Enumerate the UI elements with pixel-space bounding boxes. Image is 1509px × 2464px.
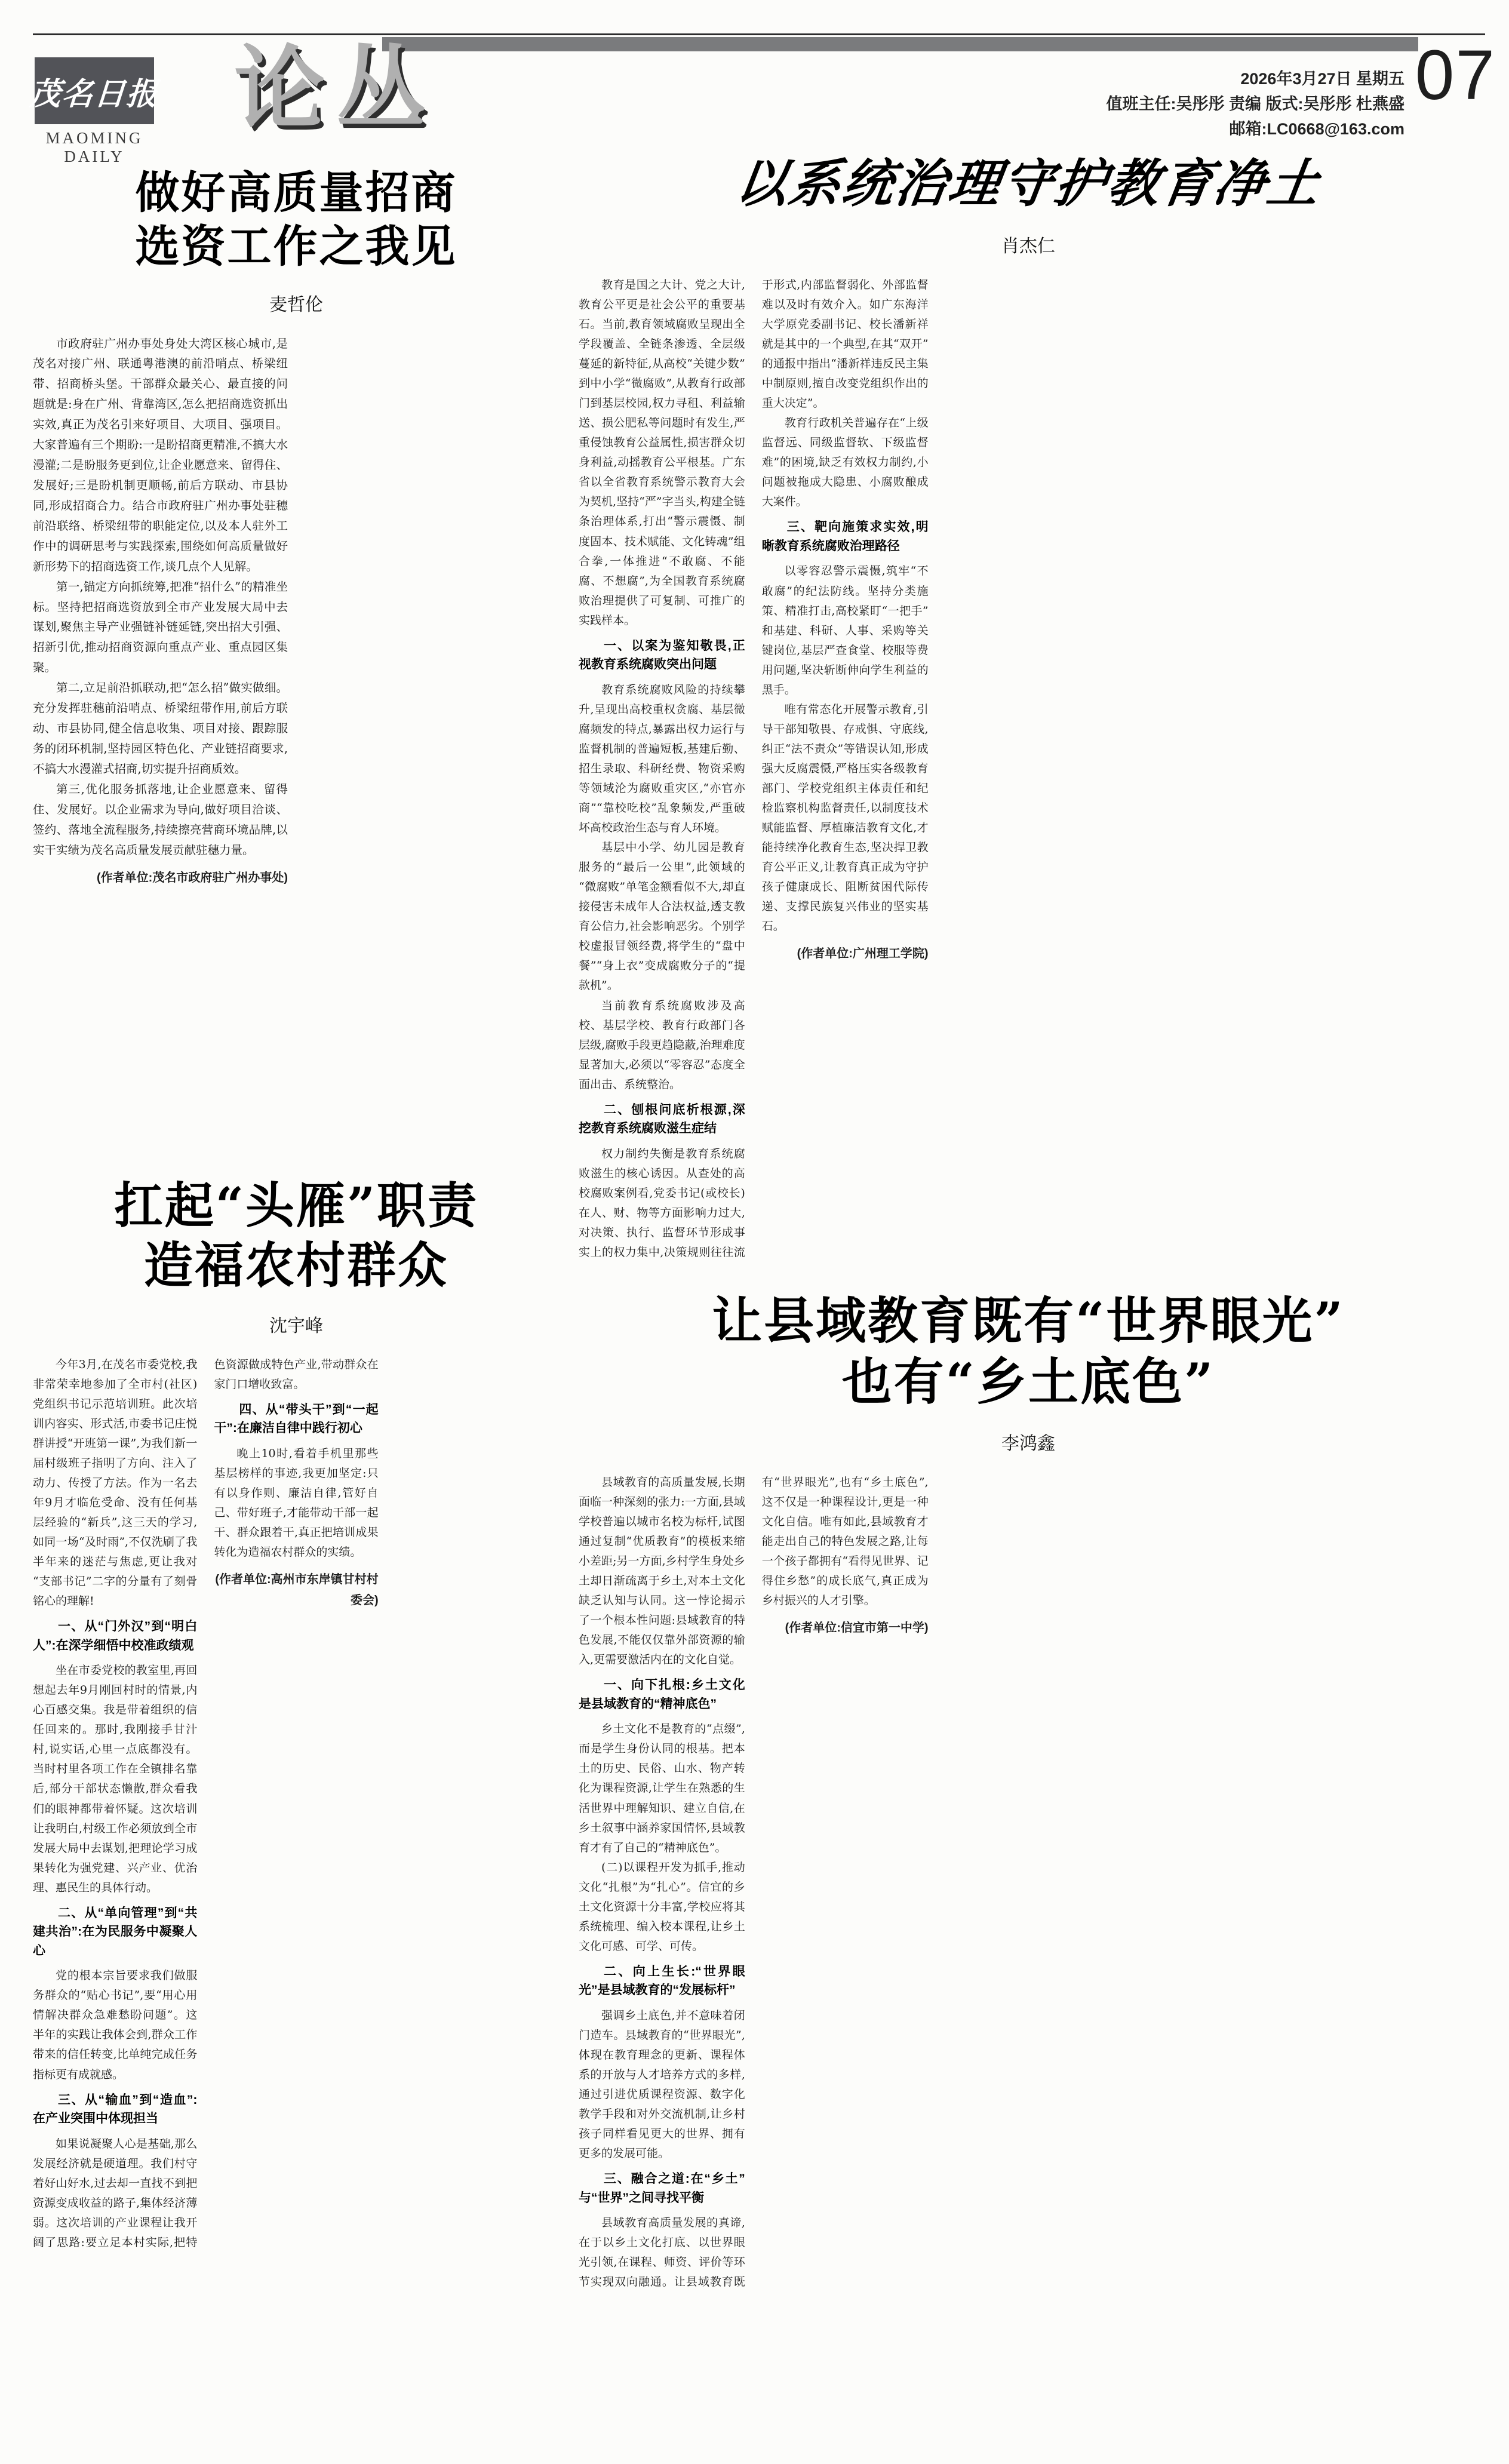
article-subhead: 二、从“单向管理”到“共建共治”:在为民服务中凝聚人心: [33, 1906, 198, 1958]
page-number: 07: [1415, 36, 1496, 115]
article-subhead: 三、从“输血”到“造血”:在产业突围中体现担当: [33, 2093, 198, 2126]
article-paragraph: 县域教育高质量发展的真谛,在于以乡土文化打底、以世界眼光引领,在课程、师资、评价等环节实现双向融通。让县域教育既有“世界眼光”,也有“乡土底色”,这不仅是一种课程设计,更是一种文化自信。唯有如此,县域教育才能走出自己的特色发展之路,让每一个孩子都拥有“看得见世界、记得住乡愁”的成长底气,真正成为乡村振兴的人才引擎。: [579, 1475, 929, 2289]
author-unit-note: (作者单位:高州市东岸镇甘村村委会): [215, 1572, 379, 1607]
author-unit-note: (作者单位:茂名市政府驻广州办事处): [97, 871, 288, 884]
article-subhead: 四、从“带头干”到“一起干”:在廉洁自律中践行初心: [214, 1402, 379, 1436]
article-paragraph: 教育是国之大计、党之大计,教育公平更是社会公平的重要基石。当前,教育领域腐败呈现出全学段覆盖、全链条渗透、全层级蔓延的新特征,从高校“关键少数”到中小学“微腐败”,从教育行政部门到基层校园,权力寻租、利益输送、损公肥私等问题时有发生,严重侵蚀教育公益属性,损害群众切身利益,动摇教育公平根基。广东省以全省教育系统警示教育大会为契机,坚持“严”字当头,构建全链条治理体系,打出“警示震慑、制度固本、技术赋能、文化铸魂”组合拳,一体推进“不敢腐、不能腐、不想腐”,为全国教育系统腐败治理提供了可复制、可推广的实践样本。: [579, 278, 745, 627]
article-paragraph: 坐在市委党校的教室里,再回想起去年9月刚回村时的情景,内心百感交集。我是带着组织的信任回来的。那时,我刚接手甘汁村,说实话,心里一点底都没有。当时村里各项工作在全镇排名靠后,部分干部状态懒散,群众看我们的眼神都带着怀疑。这次培训让我明白,村级工作必须放到全市发展大局中去谋划,把理论学习成果转化为强党建、兴产业、优治理、惠民生的具体行动。: [33, 1664, 198, 1894]
article-subhead: 一、从“门外汉”到“明白人”:在深学细悟中校准政绩观: [33, 1620, 198, 1652]
article-education-governance-author: 肖杰仁: [1001, 235, 1055, 257]
article-subhead: 二、刨根问底析根源,深挖教育系统腐败滋生症结: [579, 1102, 745, 1136]
article-paragraph: 强调乡土底色,并不意味着闭门造车。县域教育的“世界眼光”,体现在教育理念的更新、课程体系的开放与人才培养方式的多样,通过引进优质课程资源、数字化教学手段和对外交流机制,让乡村孩子同样看见更大的世界、拥有更多的发展可能。: [579, 2008, 745, 2161]
edition-email: 邮箱:LC0668@163.com: [1229, 119, 1404, 138]
article-subhead: 三、靶向施策求实效,明晰教育系统腐败治理路径: [761, 520, 929, 553]
article-village-author: 沈宇峰: [269, 1315, 323, 1337]
article-paragraph: 第一,锚定方向抓统筹,把准“招什么”的精准坐标。坚持把招商选资放到全市产业发展大局中去谋划,聚焦主导产业强链补链延链,突出招大引强、招新引优,推动招商资源向重点产业、重点园区集聚。: [33, 579, 288, 675]
article-investment: [33, 166, 560, 1122]
article-paragraph: 乡土文化不是教育的“点缀”,而是学生身份认同的根基。把本土的历史、民俗、山水、物产转化为课程资源,让学生在熟悉的生活世界中理解知识、建立自信,在乡土叙事中涵养家国情怀,县域教育才有了自己的“精神底色”。: [579, 1722, 745, 1854]
article-county-education: [579, 1291, 1478, 2309]
section-title: 论丛: [234, 35, 437, 142]
article-paragraph: 如果说凝聚人心是基础,那么发展经济就是硬道理。我们村守着好山好水,过去却一直找不到把资源变成收益的路子,集体经济薄弱。这次培训的产业课程让我开阔了思路:要立足本村实际,把特色资源做成特色产业,带动群众在家门口增收致富。: [33, 1357, 379, 2249]
masthead-logo-cn: 茂名日报: [28, 75, 160, 112]
article-subhead: 二、向上生长:“世界眼光”是县域教育的“发展标杆”: [579, 1964, 745, 1998]
article-paragraph: 市政府驻广州办事处身处大湾区核心城市,是茂名对接广州、联通粤港澳的前沿哨点、桥梁纽带、招商桥头堡。干部群众最关心、最直接的问题就是:身在广州、背靠湾区,怎么把招商选资抓出实效,真正为茂名引来好项目、大项目、强项目。大家普遍有三个期盼:一是盼招商更精准,不搞大水漫灌;二是盼服务更到位,让企业愿意来、留得住、发展好;三是盼机制更顺畅,前后方联动、市县协同,形成招商合力。结合市政府驻广州办事处驻穗前沿联络、桥梁纽带的职能定位,以及本人驻外工作中的调研思考与实践探索,围绕如何高质量做好新形势下的招商选资工作,谈几点个人见解。: [33, 336, 288, 573]
article-paragraph: 当前教育系统腐败涉及高校、基层学校、教育行政部门各层级,腐败手段更趋隐蔽,治理难度显著加大,必须以“零容忍”态度全面出击、系统整治。: [579, 998, 745, 1091]
article-paragraph: 唯有常态化开展警示教育,引导干部知敬畏、存戒惧、守底线,纠正“法不责众”等错误认知,形成强大反腐震慑,严格压实各级教育部门、学校党组织主体责任和纪检监察机构监督责任,以制度技术赋能监督、厚植廉洁教育文化,才能持续净化教育生态,坚决捍卫教育公平正义,让教育真正成为守护孩子健康成长、阻断贫困代际传递、支撑民族复兴伟业的坚实基石。: [761, 702, 929, 933]
masthead-logo-en: MAOMING DAILY: [45, 129, 143, 165]
article-paragraph: 第二,立足前沿抓联动,把“怎么招”做实做细。充分发挥驻穗前沿哨点、桥梁纽带作用,前后方联动、市县协同,健全信息收集、项目对接、跟踪服务的闭环机制,坚持园区特色化、产业链招商要求,不搞大水漫灌式招商,切实提升招商质效。: [33, 681, 288, 776]
article-investment-title: 做好高质量招商 选资工作之我见: [135, 167, 457, 273]
right-column: [579, 149, 1478, 2309]
article-village-body: [33, 1355, 560, 2278]
article-village: [33, 1176, 560, 2278]
article-education-governance: [579, 153, 1478, 1267]
article-subhead: 一、向下扎根:乡土文化是县域教育的“精神底色”: [579, 1678, 745, 1711]
article-county-education-author: 李鸿鑫: [1001, 1433, 1055, 1454]
author-unit-note: (作者单位:广州理工学院): [797, 947, 929, 961]
article-paragraph: 党的根本宗旨要求我们做服务群众的“贴心书记”,要“用心用情解决群众急难愁盼问题”。这半年的实践让我体会到,群众工作带来的信任转变,比单纯完成任务指标更有成就感。: [33, 1969, 198, 2081]
masthead-logo-box: [28, 57, 160, 124]
article-paragraph: 基层中小学、幼儿园是教育服务的“最后一公里”,此领域的“微腐败”单笔金额看似不大,却直接侵害未成年人合法权益,透支教育公信力,社会影响恶劣。个别学校虚报冒领经费,将学生的“盘中餐”“身上衣”变成腐败分子的“提款机”。: [579, 841, 745, 993]
article-investment-body: [33, 334, 560, 1122]
header-gray-bar: [382, 37, 1418, 51]
article-education-governance-body: [579, 275, 1478, 1267]
article-county-education-body: [579, 1473, 1478, 2309]
article-paragraph: 晚上10时,看着手机里那些基层榜样的事迹,我更加坚定:只有以身作则、廉洁自律,管好自己、带好班子,才能带动干部一起干、群众跟着干,真正把培训成果转化为造福农村群众的实绩。: [214, 1446, 379, 1559]
article-subhead: 一、以案为鉴知敬畏,正视教育系统腐败突出问题: [579, 638, 745, 672]
article-paragraph: 第三,优化服务抓落地,让企业愿意来、留得住、发展好。以企业需求为导向,做好项目洽谈、签约、落地全流程服务,持续擦亮营商环境品牌,以实干实绩为茂名高质量发展贡献驻穗力量。: [33, 782, 288, 857]
article-paragraph: 今年3月,在茂名市委党校,我非常荣幸地参加了全市村(社区)党组织书记示范培训班。此次培训内容实、形式活,市委书记庄悦群讲授“开班第一课”,为我们新一届村级班子指明了方向、注入了动力、传授了方法。作为一名去年9月才临危受命、没有任何基层经验的“新兵”,这三天的学习,如同一场“及时雨”,不仅洗刷了我半年来的迷茫与焦虑,更让我对“支部书记”二字的分量有了刻骨铭心的理解!: [33, 1357, 198, 1608]
article-paragraph: 以零容忍警示震慑,筑牢“不敢腐”的纪法防线。坚持分类施策、精准打击,高校紧盯“一把手”和基建、科研、人事、采购等关键岗位,基层严查食堂、校服等费用问题,坚决斩断伸向学生利益的黑手。: [761, 564, 929, 696]
article-county-education-title: 让县域教育既有“世界眼光” 也有“乡土底色”: [712, 1291, 1345, 1412]
article-subhead: 三、融合之道:在“乡土”与“世界”之间寻找平衡: [579, 2172, 745, 2205]
article-investment-author: 麦哲伦: [269, 294, 323, 315]
article-paragraph: 县域教育的高质量发展,长期面临一种深刻的张力:一方面,县域学校普遍以城市名校为标杆,试图通过复制“优质教育”的模板来缩小差距;另一方面,乡村学生身处乡土却日渐疏离于乡土,对本土文化缺乏认知与认同。这一悖论揭示了一个根本性问题:县域教育的特色发展,不能仅仅靠外部资源的输入,更需要激活内在的文化自觉。: [579, 1475, 745, 1667]
article-paragraph: 教育系统腐败风险的持续攀升,呈现出高校重权贪腐、基层微腐频发的特点,暴露出权力运行与监督机制的普遍短板,基建后勤、招生录取、科研经费、物资采购等领域沦为腐败重灾区,“亦官亦商”“靠校吃校”乱象频发,严重破坏高校政治生态与育人环境。: [579, 683, 745, 835]
article-village-title: 扛起“头雁”职责 造福农村群众: [113, 1176, 479, 1294]
article-paragraph: (二)以课程开发为抓手,推动文化“扎根”为“扎心”。信宜的乡土文化资源十分丰富,学校应将其系统梳理、编入校本课程,让乡土文化可感、可学、可传。: [579, 1860, 745, 1953]
article-education-governance-title: 以系统治理守护教育净土: [732, 153, 1325, 214]
content-area: [33, 149, 1478, 2309]
article-paragraph: 权力制约失衡是教育系统腐败滋生的核心诱因。从查处的高校腐败案例看,党委书记(或校长)在人、财、物等方面影响力过大,对决策、执行、监督环节形成事实上的权力集中,决策规则往往流于形式,内部监督弱化、外部监督难以及时有效介入。如广东海洋大学原党委副书记、校长潘新祥就是其中的一个典型,在其“双开”的通报中指出“潘新祥违反民主集中制原则,擅自改变党组织作出的重大决定”。: [579, 278, 929, 1259]
author-unit-note: (作者单位:信宜市第一中学): [785, 1621, 929, 1635]
edition-info: [1107, 67, 1405, 142]
edition-staff: 值班主任:吴彤彤 责编 版式:吴彤彤 杜燕盛: [1106, 94, 1404, 113]
edition-date: 2026年3月27日 星期五: [1240, 70, 1404, 88]
left-column: [33, 149, 560, 2309]
article-paragraph: 教育行政机关普遍存在“上级监督远、同级监督软、下级监督难”的困境,缺乏有效权力制约,小问题被拖成大隐患、小腐败酿成大案件。: [761, 416, 929, 509]
